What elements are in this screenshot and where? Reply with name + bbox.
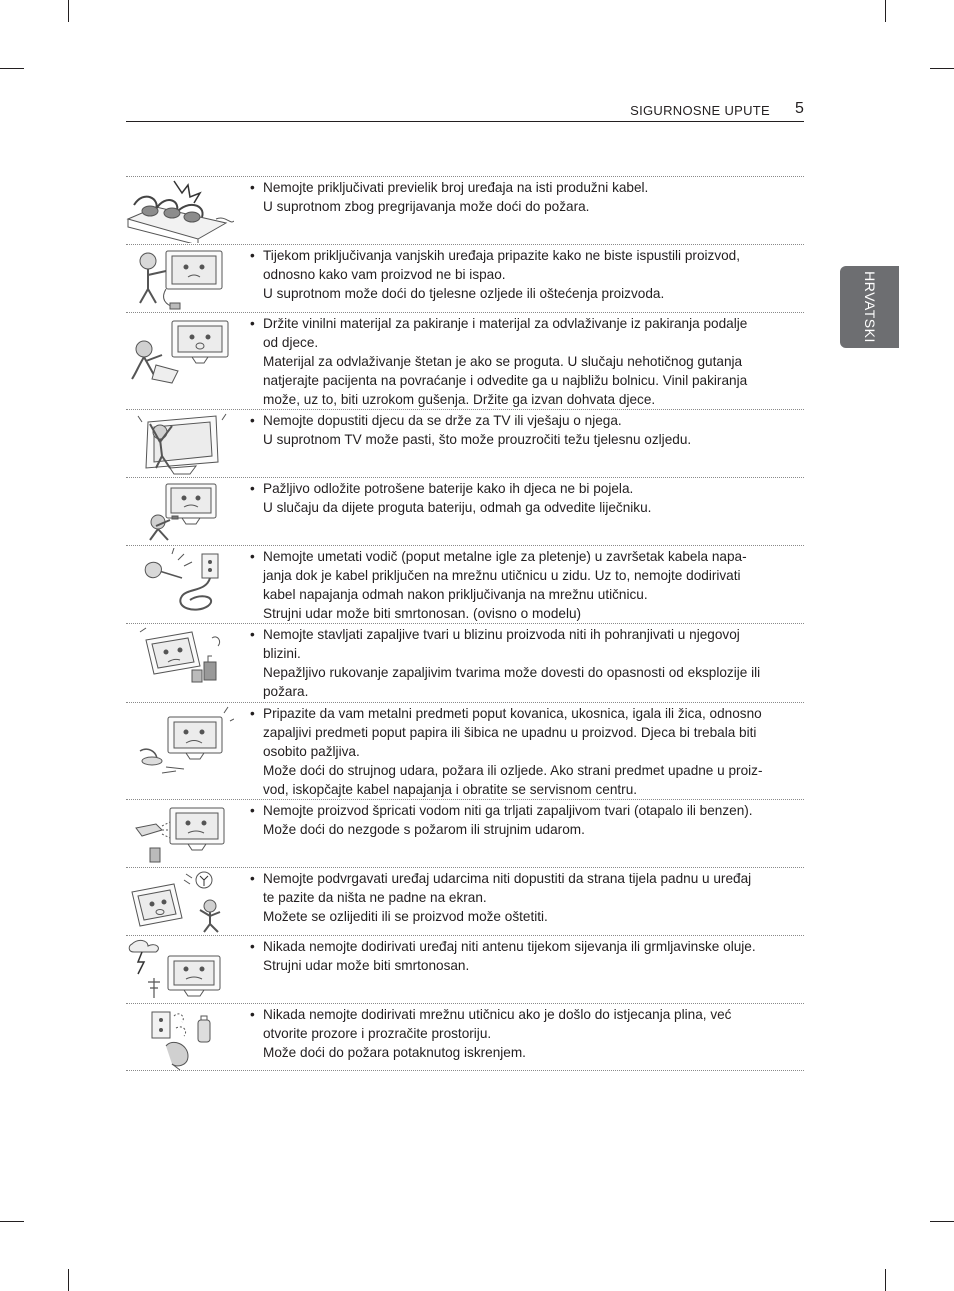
item-text-line: natjerajte pacijenta na povraćanje i odvedite ga u najbližu bolnicu. Vinil pakiranja xyxy=(263,373,748,388)
crop-mark xyxy=(885,0,886,22)
child-hanging-on-tv-illustration xyxy=(126,412,234,476)
item-text-line: otvorite prozore i prozračite prostoriju. xyxy=(263,1026,492,1041)
safety-item xyxy=(126,409,804,477)
item-text-line: Pripazite da vam metalni predmeti poput kovanica, ukosnica, igala ili žica, odnosno xyxy=(263,706,762,721)
item-text-line: Može doći do strujnog udara, požara ili ozljede. Ako strani predmet upadne u proiz- xyxy=(263,763,763,778)
item-text-line: Nemojte stavljati zapaljive tvari u blizinu proizvoda niti ih pohranjivati u njegovoj xyxy=(263,627,740,642)
safety-item xyxy=(126,545,804,623)
child-swallowing-battery-illustration xyxy=(126,480,234,544)
item-text-line: Nemojte dopustiti djecu da se drže za TV ili vješaju o njega. xyxy=(263,413,622,428)
bullet-marker: • xyxy=(250,939,255,954)
spraying-water-on-tv-illustration xyxy=(126,802,234,866)
item-text-line: vod, iskopčajte kabel napajanja i obratite se servisnom centru. xyxy=(263,782,638,797)
crop-mark xyxy=(885,1269,886,1291)
item-text-line: U slučaju da dijete proguta bateriju, odmah ga odvedite liječniku. xyxy=(263,500,652,515)
bullet-marker: • xyxy=(250,549,255,564)
safety-item xyxy=(126,867,804,935)
safety-item xyxy=(126,477,804,545)
item-text-line: te pazite da ništa ne padne na ekran. xyxy=(263,890,487,905)
flammable-materials-near-tv-illustration xyxy=(126,626,234,696)
safety-item xyxy=(126,799,804,867)
safety-instructions-list xyxy=(126,176,804,1071)
safety-item xyxy=(126,176,804,244)
item-text-line: Pažljivo odložite potrošene baterije kako ih djeca ne bi pojela. xyxy=(263,481,634,496)
item-text-line: kabel napajanja odmah nakon priključivanja na mrežnu utičnicu. xyxy=(263,587,648,602)
gas-leak-wall-outlet-illustration xyxy=(126,1006,234,1070)
item-text-line: može, uz to, biti uzrokom gušenja. Držite ga izvan dohvata djece. xyxy=(263,392,656,407)
bullet-marker: • xyxy=(250,1007,255,1022)
crop-mark xyxy=(930,68,954,69)
bullet-marker: • xyxy=(250,481,255,496)
item-text-line: Strujni udar može biti smrtonosan. (ovisno o modelu) xyxy=(263,606,582,621)
item-text-line: U suprotnom zbog pregrijavanja može doći do požara. xyxy=(263,199,590,214)
item-text-line: Nikada nemojte dodirivati uređaj niti antenu tijekom sijevanja ili grmljavinske oluje. xyxy=(263,939,756,954)
page-number: 5 xyxy=(795,100,804,117)
overloaded-power-strip-illustration xyxy=(126,179,234,243)
item-text-line: janja dok je kabel priključen na mrežnu utičnicu u zidu. Uz to, nemojte dodirivati xyxy=(263,568,741,583)
bullet-marker: • xyxy=(250,180,255,195)
item-text-line: Nemojte priključivati previelik broj uređaja na isti produžni kabel. xyxy=(263,180,649,195)
item-text-line: Strujni udar može biti smrtonosan. xyxy=(263,958,470,973)
lightning-storm-tv-illustration xyxy=(126,938,234,1002)
language-tab-label: HRVATSKI xyxy=(861,271,878,343)
connecting-external-device-illustration xyxy=(126,247,234,311)
item-text-line: Materijal za odvlaživanje štetan je ako se proguta. U slučaju nehotičnog gutanja xyxy=(263,354,743,369)
safety-item xyxy=(126,244,804,312)
item-text-line: blizini. xyxy=(263,646,301,661)
safety-item xyxy=(126,1003,804,1071)
item-text-line: U suprotnom može doći do tjelesne ozljede ili oštećenja proizvoda. xyxy=(263,286,665,301)
crop-mark xyxy=(0,68,24,69)
item-text-line: Nikada nemojte dodirivati mrežnu utičnicu ako je došlo do istjecanja plina, već xyxy=(263,1007,732,1022)
crop-mark xyxy=(68,0,69,22)
item-text-line: Nemojte proizvod špricati vodom niti ga trljati zapaljivom tvari (otapalo ili benzen). xyxy=(263,803,753,818)
safety-item xyxy=(126,623,804,702)
ball-hitting-tv-illustration xyxy=(126,870,234,934)
section-title: SIGURNOSNE UPUTE xyxy=(630,103,770,118)
item-text-line: Može doći do požara potaknutog iskrenjem. xyxy=(263,1045,526,1060)
safety-item xyxy=(126,935,804,1003)
bullet-marker: • xyxy=(250,248,255,263)
item-text-line: osobito pažljiva. xyxy=(263,744,360,759)
item-text-line: Možete se ozlijediti ili se proizvod može oštetiti. xyxy=(263,909,548,924)
item-text-line: odnosno kako vam proizvod ne bi ispao. xyxy=(263,267,506,282)
child-with-vinyl-packaging-illustration xyxy=(126,315,234,385)
crop-mark xyxy=(68,1269,69,1291)
item-text-line: Držite vinilni materijal za pakiranje i materijal za odvlaživanje iz pakiranja podalje xyxy=(263,316,748,331)
bullet-marker: • xyxy=(250,413,255,428)
crop-mark xyxy=(0,1221,24,1222)
crop-mark xyxy=(930,1221,954,1222)
item-text-line: Nemojte podvrgavati uređaj udarcima niti dopustiti da strana tijela padnu u uređaj xyxy=(263,871,752,886)
item-text-line: U suprotnom TV može pasti, što može prouzročiti težu tjelesnu ozljedu. xyxy=(263,432,692,447)
item-text-line: Može doći do nezgode s požarom ili strujnim udarom. xyxy=(263,822,585,837)
bullet-marker: • xyxy=(250,803,255,818)
item-text-line: Tijekom priključivanja vanjskih uređaja pripazite kako ne biste ispustili proizvod, xyxy=(263,248,741,263)
bullet-marker: • xyxy=(250,627,255,642)
item-text-line: požara. xyxy=(263,684,309,699)
language-tab xyxy=(840,266,899,348)
bullet-marker: • xyxy=(250,316,255,331)
safety-item xyxy=(126,312,804,409)
header-divider xyxy=(126,121,804,122)
bullet-marker: • xyxy=(250,871,255,886)
safety-item xyxy=(126,702,804,799)
item-text-line: Nepažljivo rukovanje zapaljivim tvarima može dovesti do opasnosti od eksplozije ili xyxy=(263,665,761,680)
metal-objects-falling-into-tv-illustration xyxy=(126,705,234,785)
item-text-line: od djece. xyxy=(263,335,319,350)
item-text-line: zapaljivi predmeti poput papira ili šibica ne upadnu u proizvod. Djeca bi trebala biti xyxy=(263,725,757,740)
bullet-marker: • xyxy=(250,706,255,721)
needle-in-power-cable-illustration xyxy=(126,548,234,618)
item-text-line: Nemojte umetati vodič (poput metalne igle za pletenje) u završetak kabela napa- xyxy=(263,549,747,564)
